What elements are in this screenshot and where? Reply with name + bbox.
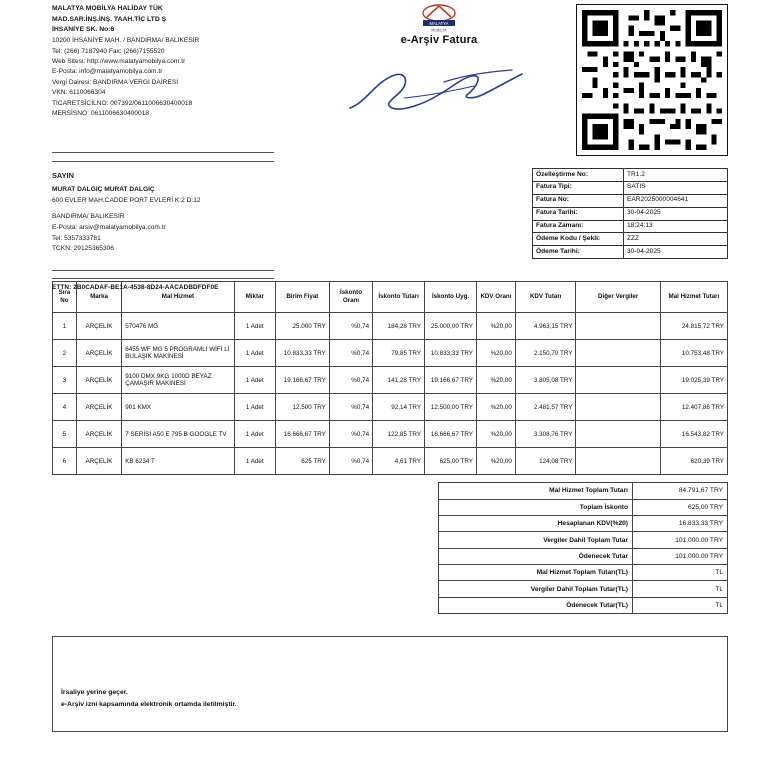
col-header-birim-fiyat: Birim Fiyat [275, 282, 329, 313]
totals-value: 16.833,33 TRY [633, 515, 728, 531]
ettn-label: ETTN: [52, 284, 72, 291]
cell-miktar: 1 Adet [234, 448, 275, 475]
invoice-info-row [533, 169, 728, 182]
divider-top [52, 152, 274, 153]
cell-kdv-orani: %20,00 [476, 367, 515, 394]
cell-mal-hizmet-tutari: 16.543,82 TRY [660, 421, 727, 448]
seller-website: Web Sitesi: http://www.malatyamobilya.com.tr [52, 58, 186, 66]
cell-birim-fiyat: 12.500 TRY [275, 394, 329, 421]
cell-miktar: 1 Adet [234, 313, 275, 340]
seller-name-line1: MALATYA MOBİLYA HALİDAY TÜK [52, 5, 163, 12]
totals-value: TL [633, 597, 728, 613]
invoice-info-value: 18:24:13 [624, 220, 728, 233]
cell-sira-no: 1 [53, 313, 77, 340]
items-section [0, 281, 768, 475]
cell-mal-hizmet: 901 KMX [122, 394, 234, 421]
cell-kdv-orani: %20,00 [476, 394, 515, 421]
cell-mal-hizmet: 570476 MG [122, 313, 234, 340]
cell-marka: ARÇELİK [76, 313, 121, 340]
invoice-info-row [533, 246, 728, 259]
invoice-info-value: ZZZ [624, 233, 728, 246]
cell-kdv-orani: %20,00 [476, 313, 515, 340]
cell-miktar: 1 Adet [234, 421, 275, 448]
totals-row [439, 548, 728, 564]
cell-kdv-orani: %20,00 [476, 421, 515, 448]
cell-iskonto-orani: %0,74 [329, 367, 372, 394]
buyer-label: SAYIN [52, 171, 74, 180]
cell-diger-vergiler [576, 367, 660, 394]
cell-birim-fiyat: 19.166,67 TRY [275, 367, 329, 394]
cell-sira-no: 6 [53, 448, 77, 475]
buyer-phone: Tel: 5357333781 [52, 234, 101, 242]
cell-diger-vergiler [576, 448, 660, 475]
note-line-2: e-Arşiv izni kapsamında elektronik ortamda iletilmiştir. [61, 701, 237, 709]
invoice-info-key: Ödeme Tarihi: [533, 246, 624, 259]
cell-mal-hizmet: KB 6234 T [122, 448, 234, 475]
col-header-kdv-tutari: KDV Tutarı [515, 282, 576, 313]
buyer-and-invoice-section [0, 162, 768, 259]
qr-code-icon [577, 5, 727, 155]
invoice-info-value: 30-04-2025 [624, 246, 728, 259]
totals-label: Mal Hizmet Toplam Tutarı [439, 483, 633, 499]
cell-kdv-tutari: 4.963,15 TRY [515, 313, 576, 340]
cell-kdv-tutari: 124,08 TRY [515, 448, 576, 475]
cell-iskonto-uyg: 25.000,00 TRY [425, 313, 477, 340]
seller-email: E-Posta: info@malatyamobilya.com.tr [52, 68, 163, 76]
totals-label: Vergiler Dahil Toplam Tutar [439, 532, 633, 548]
cell-marka: ARÇELİK [76, 367, 121, 394]
totals-row [439, 483, 728, 499]
col-header-iskonto-tutari: İskonto Tutarı [373, 282, 425, 313]
totals-value: 101.000,00 TRY [633, 548, 728, 564]
invoice-info-table [532, 168, 728, 259]
cell-iskonto-uyg: 10.833,33 TRY [425, 340, 477, 367]
buyer-city: BANDIRMA/ BALIKESİR [52, 213, 125, 221]
cell-iskonto-orani: %0,74 [329, 421, 372, 448]
seller-vkn: VKN: 6110066304 [52, 89, 106, 97]
cell-mal-hizmet: 9100 DMX 9KG 1000D BEYAZ ÇAMAŞIR MAKİNESİ [122, 367, 234, 394]
cell-miktar: 1 Adet [234, 367, 275, 394]
table-row [53, 394, 728, 421]
cell-iskonto-orani: %0,74 [329, 394, 372, 421]
seller-mersis: MERSİSNO: 0611006630400018 [52, 110, 150, 118]
cell-marka: ARÇELİK [76, 421, 121, 448]
cell-kdv-orani: %20,00 [476, 340, 515, 367]
totals-section [0, 482, 768, 614]
invoice-info-value: 30-04-2025 [624, 207, 728, 220]
seller-info [52, 4, 302, 119]
invoice-info-row [533, 207, 728, 220]
seller-name-line3: İHSANİYE SK. No:6 [52, 26, 115, 34]
cell-mal-hizmet-tutari: 19.025,39 TRY [660, 367, 727, 394]
cell-iskonto-uyg: 19.166,67 TRY [425, 367, 477, 394]
cell-iskonto-uyg: 625,00 TRY [425, 448, 477, 475]
invoice-info-row [533, 220, 728, 233]
cell-sira-no: 2 [53, 340, 77, 367]
col-header-iskonto-uyg: İskonto Uyg. [425, 282, 477, 313]
cell-sira-no: 4 [53, 394, 77, 421]
cell-birim-fiyat: 625 TRY [275, 448, 329, 475]
cell-mal-hizmet: 7 SERİSİ A50 E 795 B GOOGLE TV [122, 421, 234, 448]
col-header-kdv-orani: KDV Oranı [476, 282, 515, 313]
cell-sira-no: 5 [53, 421, 77, 448]
invoice-info-key: Fatura Tarihi: [533, 207, 624, 220]
cell-kdv-tutari: 2.150,70 TRY [515, 340, 576, 367]
buyer-tckn: TCKN: 29125365306 [52, 245, 114, 253]
document-center [302, 4, 576, 122]
totals-row [439, 565, 728, 581]
qr-code [576, 4, 728, 156]
cell-diger-vergiler [576, 340, 660, 367]
items-table [52, 281, 728, 475]
cell-miktar: 1 Adet [234, 340, 275, 367]
seller-trade-registry: TİCARETSİCİLNO: 007392/0611006630400018 [52, 99, 193, 107]
totals-row [439, 581, 728, 597]
col-header-iskonto-orani: İskonto Oranı [329, 282, 372, 313]
table-row [53, 421, 728, 448]
notes-box [52, 636, 728, 732]
table-row [53, 367, 728, 394]
totals-label: Ödenecek Tutar [439, 548, 633, 564]
divider-ettn-top [52, 270, 274, 271]
svg-text:MALATYA: MALATYA [429, 21, 449, 26]
cell-diger-vergiler [576, 394, 660, 421]
invoice-info-row [533, 194, 728, 207]
invoice-info-key: Fatura Zamanı: [533, 220, 624, 233]
invoice-info-key: Fatura No: [533, 194, 624, 207]
divider-ettn-bottom [52, 278, 274, 279]
totals-label: Toplam İskonto [439, 499, 633, 515]
seller-name-line2: MAD.SAR.İNŞ.İNŞ. TAAH.TİC LTD Ş [52, 15, 167, 23]
cell-iskonto-tutari: 4,61 TRY [373, 448, 425, 475]
totals-row [439, 532, 728, 548]
note-line-1: İrsaliye yerine geçer. [61, 689, 128, 697]
cell-iskonto-tutari: 184,28 TRY [373, 313, 425, 340]
totals-value: 625,00 TRY [633, 499, 728, 515]
totals-label: Ödenecek Tutar(TL) [439, 597, 633, 613]
cell-iskonto-orani: %0,74 [329, 448, 372, 475]
cell-iskonto-uyg: 16.666,67 TRY [425, 421, 477, 448]
cell-marka: ARÇELİK [76, 394, 121, 421]
cell-birim-fiyat: 16.666,67 TRY [275, 421, 329, 448]
cell-iskonto-tutari: 122,85 TRY [373, 421, 425, 448]
signature-image [302, 62, 576, 122]
totals-value: 101.000,00 TRY [633, 532, 728, 548]
cell-marka: ARÇELİK [76, 340, 121, 367]
table-row [53, 313, 728, 340]
cell-iskonto-orani: %0,74 [329, 340, 372, 367]
invoice-info-value: EAR2025000004641 [624, 194, 728, 207]
buyer-info [52, 162, 352, 255]
cell-kdv-tutari: 2.481,57 TRY [515, 394, 576, 421]
cell-iskonto-tutari: 79,85 TRY [373, 340, 425, 367]
invoice-info-key: Fatura Tipi: [533, 181, 624, 194]
col-header-mal-hizmet: Mal Hizmet [122, 282, 234, 313]
col-header-diger-vergiler: Diğer Vergiler [576, 282, 660, 313]
invoice-info-key: Ödeme Kodu / Şekli: [533, 233, 624, 246]
col-header-marka: Marka [76, 282, 121, 313]
totals-label: Hesaplanan KDV(%20) [439, 515, 633, 531]
cell-mal-hizmet-tutari: 24.815,72 TRY [660, 313, 727, 340]
totals-row [439, 499, 728, 515]
cell-birim-fiyat: 10.833,33 TRY [275, 340, 329, 367]
totals-row [439, 597, 728, 613]
cell-mal-hizmet-tutari: 620,39 TRY [660, 448, 727, 475]
seller-tax-office: Vergi Dairesi: BANDIRMA VERGİ DAİRESİ [52, 78, 179, 86]
totals-value: 84.791,67 TRY [633, 483, 728, 499]
totals-row [439, 515, 728, 531]
table-row [53, 448, 728, 475]
notes-section [0, 636, 768, 732]
buyer-address: 600 EVLER MAH.CADDE PORT EVLERİ K:2 D:12 [52, 196, 201, 204]
cell-iskonto-tutari: 92,14 TRY [373, 394, 425, 421]
cell-iskonto-orani: %0,74 [329, 313, 372, 340]
col-header-miktar: Miktar [234, 282, 275, 313]
cell-kdv-tutari: 3.805,08 TRY [515, 367, 576, 394]
cell-sira-no: 3 [53, 367, 77, 394]
cell-marka: ARÇELİK [76, 448, 121, 475]
invoice-info-value: SATIS [624, 181, 728, 194]
cell-kdv-tutari: 3.308,76 TRY [515, 421, 576, 448]
totals-value: TL [633, 581, 728, 597]
ettn-value: 2B0CADAF-BE1A-4538-8D24-AACADBDFDF0E [73, 284, 219, 291]
invoice-info-row [533, 233, 728, 246]
svg-text:MOBİLYA: MOBİLYA [431, 28, 447, 33]
col-header-sira-no: Sıra No [53, 282, 77, 313]
cell-iskonto-uyg: 12.500,00 TRY [425, 394, 477, 421]
seller-address: 10200 İHSANİYE MAH. / BANDIRMA/ BALIKESİR [52, 37, 200, 45]
document-type-title: e-Arşiv Fatura [400, 34, 478, 46]
cell-kdv-orani: %20,00 [476, 448, 515, 475]
totals-label: Mal Hizmet Toplam Tutarı(TL) [439, 565, 633, 581]
cell-miktar: 1 Adet [234, 394, 275, 421]
signature-icon [344, 64, 534, 120]
ettn-line [52, 284, 219, 291]
invoice-info-row [533, 181, 728, 194]
cell-mal-hizmet-tutari: 10.753,48 TRY [660, 340, 727, 367]
invoice-info-value: TR1.2 [624, 169, 728, 182]
totals-label: Vergiler Dahil Toplam Tutar(TL) [439, 581, 633, 597]
company-logo [302, 4, 576, 32]
logo-icon [401, 4, 477, 34]
totals-value: TL [633, 565, 728, 581]
seller-phone: Tel: (266) 7187940 Fax: (266)7155520 [52, 47, 165, 55]
document-header [0, 0, 768, 150]
cell-birim-fiyat: 25.000 TRY [275, 313, 329, 340]
cell-iskonto-tutari: 141,28 TRY [373, 367, 425, 394]
buyer-name: MURAT DALGIÇ MURAT DALGIÇ [52, 185, 155, 193]
col-header-mal-hizmet-tutari: Mal Hizmet Tutarı [660, 282, 727, 313]
table-row [53, 340, 728, 367]
invoice-info-key: Özelleştirme No: [533, 169, 624, 182]
buyer-email: E-Posta: arsiv@malatyamobilya.com.tr [52, 224, 166, 231]
cell-diger-vergiler [576, 421, 660, 448]
cell-mal-hizmet: 6455 WF MG 5 PROGRAMLI WİFİ Lİ BULAŞIK MAKİNESİ [122, 340, 234, 367]
cell-mal-hizmet-tutari: 12.407,86 TRY [660, 394, 727, 421]
totals-table [438, 482, 728, 614]
qr-code-container [576, 4, 728, 156]
cell-diger-vergiler [576, 313, 660, 340]
